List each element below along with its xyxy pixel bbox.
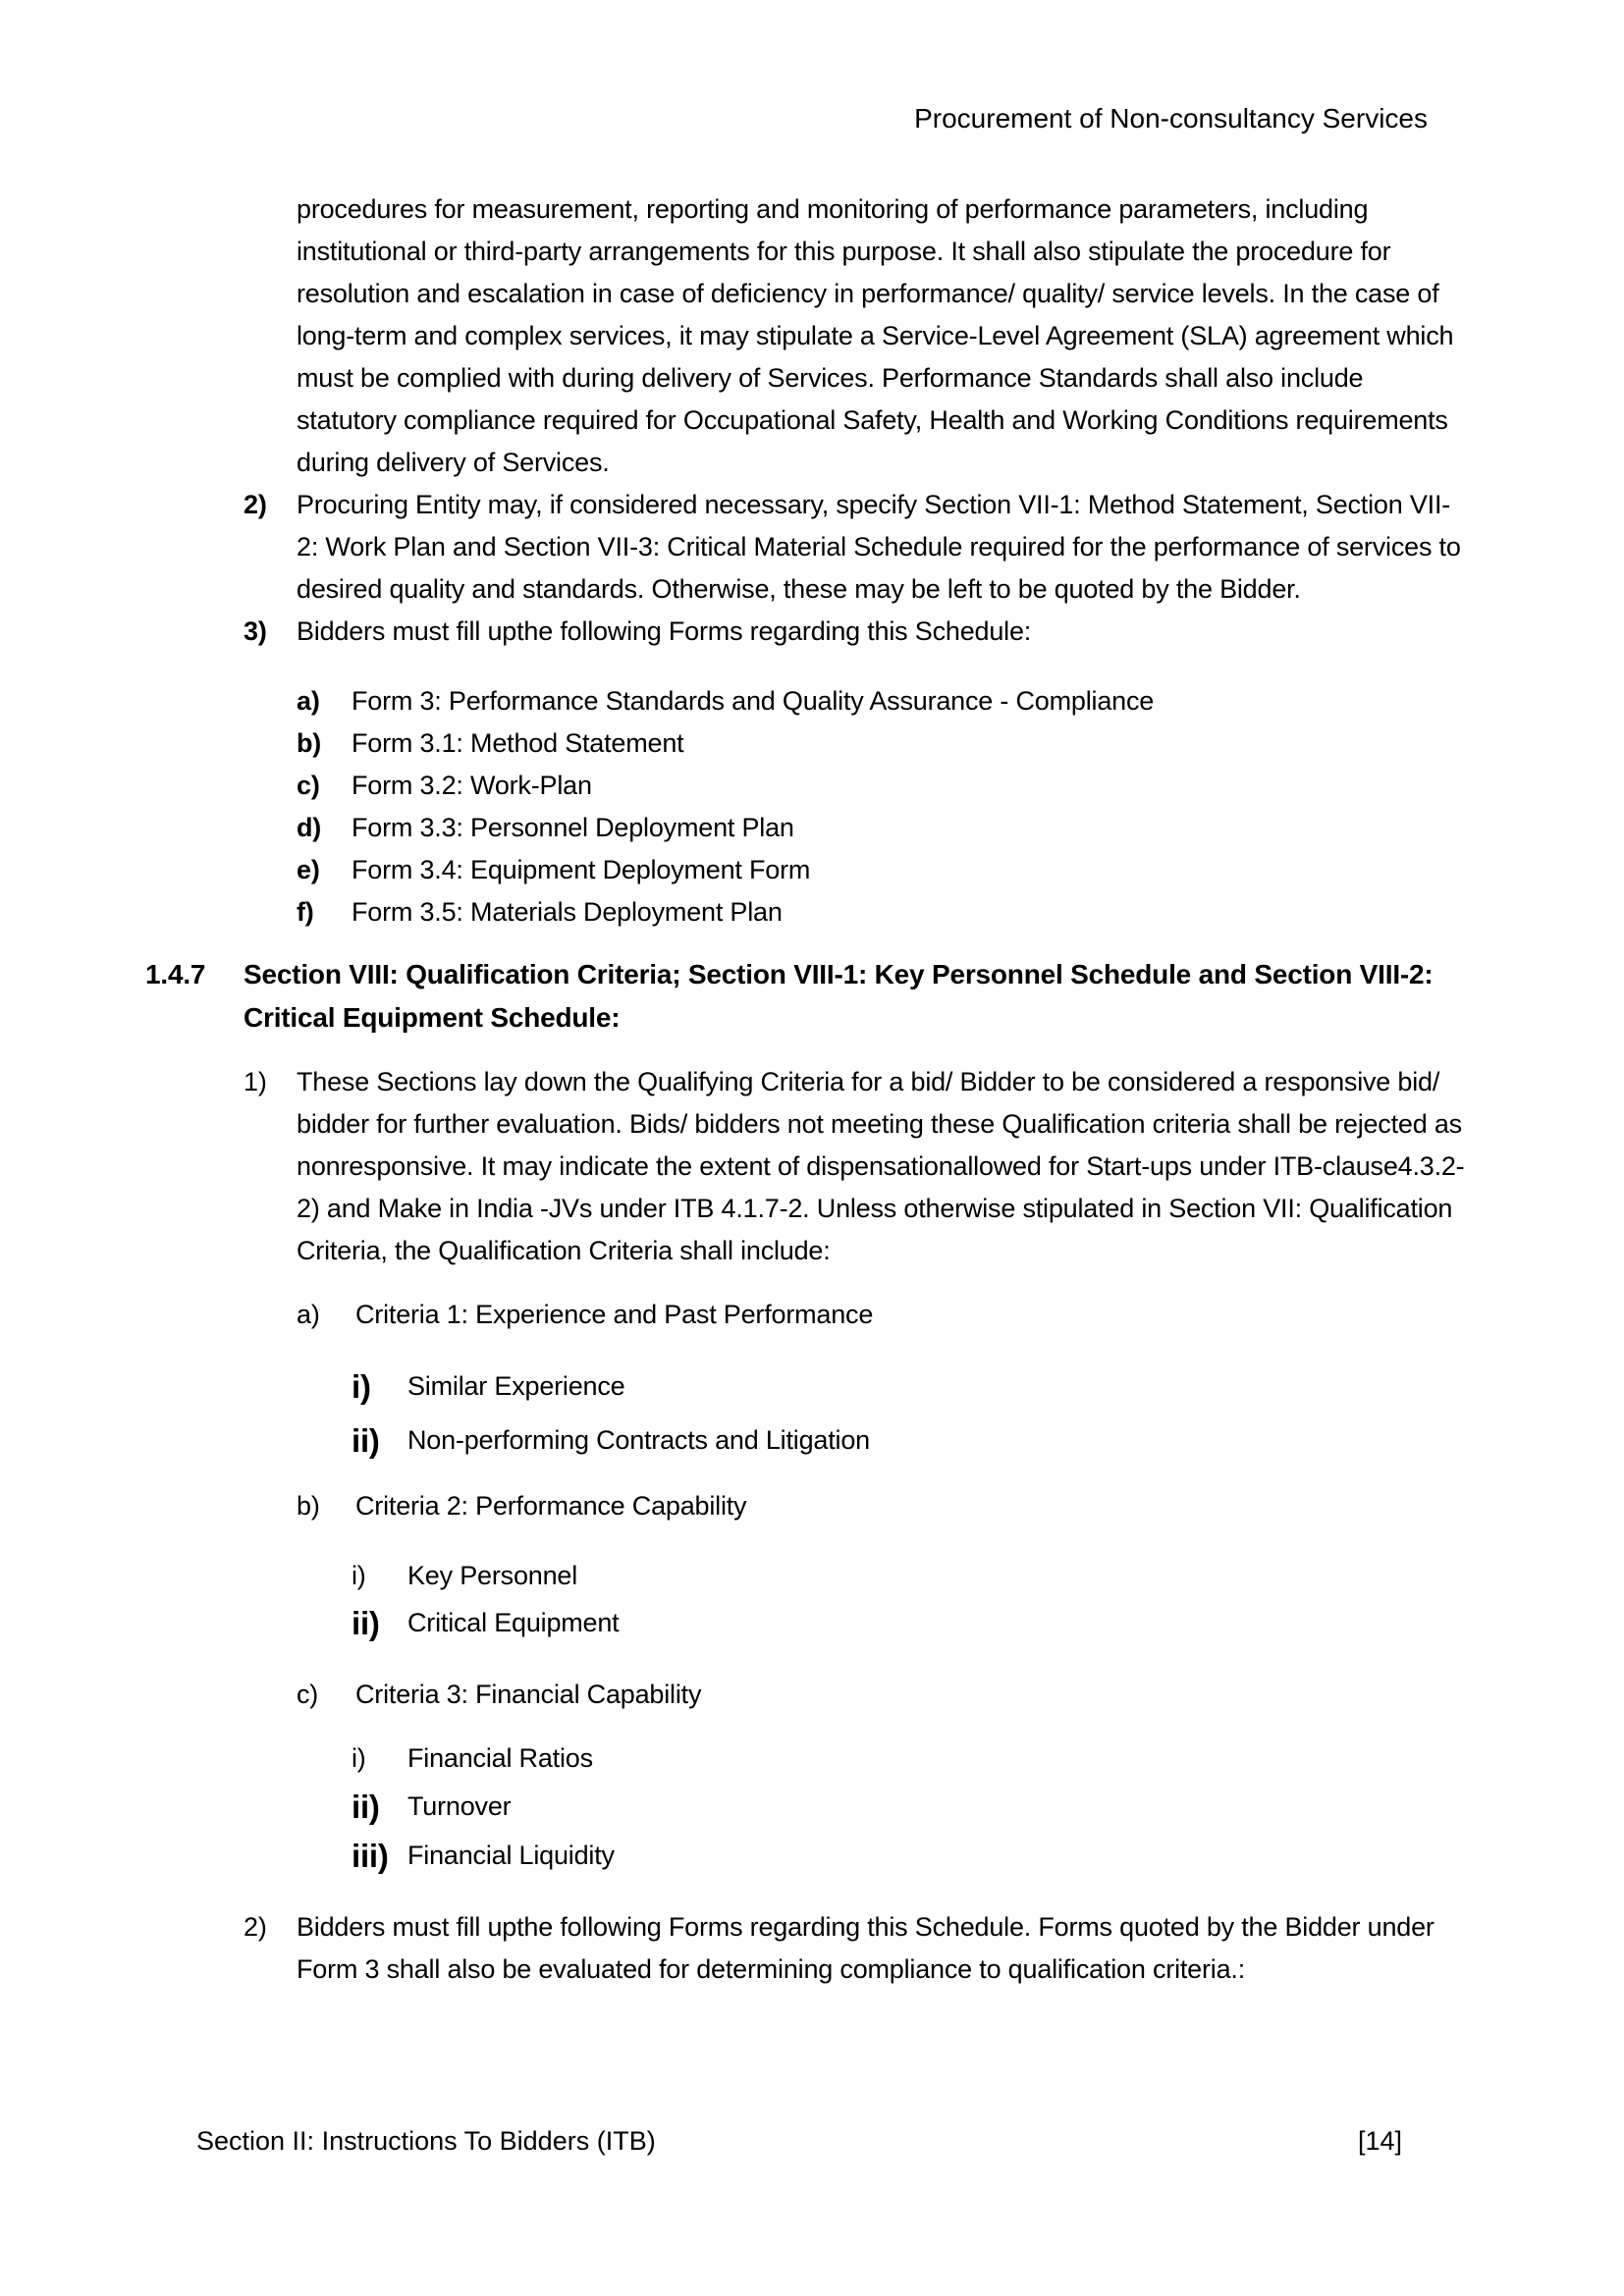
criteria-b-marker: b)	[297, 1491, 320, 1521]
subitem-turnover	[0, 1786, 1624, 1828]
criteria-item-a	[0, 1294, 1624, 1336]
subitem-financial-ratios	[0, 1737, 1624, 1780]
list-item-3-text: Bidders must fill upthe following Forms regarding this Schedule:	[297, 616, 1032, 646]
form-item-marker: c)	[297, 771, 320, 800]
page-header-title: Procurement of Non-consultancy Services	[914, 103, 1428, 133]
list-item-2	[0, 484, 1624, 611]
form-item-marker: b)	[297, 728, 322, 758]
form-list-item	[0, 765, 1624, 807]
subitem-text: Critical Equipment	[407, 1608, 620, 1637]
section-heading-text: Section VIII: Qualification Criteria; Section VIII-1: Key Personnel Schedule and Section VIII-2: Critical Equipment Schedule:	[244, 959, 1434, 1033]
subitem-text: Turnover	[407, 1791, 512, 1821]
subitem-marker: i)	[352, 1368, 371, 1405]
list-item-2-text: Procuring Entity may, if considered necessary, specify Section VII-1: Method Statement, Section VII-2: Work Plan and Section VII-3: Critical Material Schedule required for the performance of services to desired quality and standards. Otherwise, these may be left to be quoted by the Bidder.	[297, 490, 1461, 604]
form-item-marker: d)	[297, 813, 322, 842]
criteria-c-marker: c)	[297, 1680, 319, 1709]
list-item-3	[0, 611, 1624, 653]
form-list-item	[0, 722, 1624, 765]
subitem-text: Similar Experience	[407, 1371, 625, 1401]
form-list-item	[0, 680, 1624, 722]
section-number: 1.4.7	[145, 959, 206, 989]
subitem-marker: iii)	[352, 1838, 389, 1874]
criteria-item-c	[0, 1674, 1624, 1716]
criteria-item-b	[0, 1485, 1624, 1527]
list-item-3-marker: 3)	[244, 616, 267, 646]
subitem-financial-liquidity	[0, 1835, 1624, 1877]
criteria-a-text: Criteria 1: Experience and Past Performance	[355, 1300, 874, 1329]
footer-section-label: Section II: Instructions To Bidders (ITB)	[196, 2126, 656, 2156]
subitem-marker: i)	[352, 1743, 366, 1773]
form-item-text: Form 3.3: Personnel Deployment Plan	[352, 813, 794, 842]
form-item-marker: f)	[297, 897, 314, 927]
intro-paragraph: procedures for measurement, reporting and monitoring of performance parameters, including institutional or third-party arrangements for this purpose. It shall also stipulate the procedure for resolution and escalation in case of deficiency in performance/ quality/ service levels. In the case of long-term and complex services, it may stipulate a Service-Level Agreement (SLA) agreement which must be complied with during delivery of Services. Performance Standards shall also include statutory compliance required for Occupational Safety, Health and Working Conditions requirements during delivery of Services.	[297, 194, 1454, 477]
list-item-2-marker: 2)	[244, 490, 267, 519]
section-item-2-marker: 2)	[244, 1912, 267, 1942]
criteria-a-marker: a)	[297, 1300, 320, 1329]
form-item-marker: e)	[297, 855, 320, 884]
criteria-c-text: Criteria 3: Financial Capability	[355, 1680, 702, 1709]
form-item-marker: a)	[297, 686, 320, 716]
subitem-text: Financial Liquidity	[407, 1841, 615, 1870]
form-item-text: Form 3: Performance Standards and Quality Assurance - Compliance	[352, 686, 1155, 716]
form-list-item	[0, 849, 1624, 891]
form-list-item	[0, 807, 1624, 849]
subitem-text: Non-performing Contracts and Litigation	[407, 1425, 870, 1455]
subitem-key-personnel	[0, 1555, 1624, 1597]
criteria-b-text: Criteria 2: Performance Capability	[355, 1491, 747, 1521]
form-item-text: Form 3.1: Method Statement	[352, 728, 684, 758]
form-item-text: Form 3.5: Materials Deployment Plan	[352, 897, 783, 927]
subitem-marker: ii)	[352, 1789, 380, 1825]
form-item-text: Form 3.4: Equipment Deployment Form	[352, 855, 811, 884]
section-item-1	[0, 1061, 1624, 1272]
subitem-marker: i)	[352, 1561, 366, 1590]
footer-page-number: [14]	[1357, 2126, 1402, 2156]
subitem-critical-equipment	[0, 1602, 1624, 1644]
section-heading-147	[0, 953, 1624, 1040]
subitem-text: Financial Ratios	[407, 1743, 593, 1773]
subitem-nonperforming-contracts	[0, 1419, 1624, 1462]
section-item-1-marker: 1)	[244, 1067, 267, 1096]
subitem-marker: ii)	[352, 1605, 380, 1641]
subitem-marker: ii)	[352, 1422, 380, 1459]
form-item-text: Form 3.2: Work-Plan	[352, 771, 592, 800]
section-item-2-text: Bidders must fill upthe following Forms regarding this Schedule. Forms quoted by the Bidder under Form 3 shall also be evaluated for determining compliance to qualification criteria.:	[297, 1912, 1435, 1984]
subitem-text: Key Personnel	[407, 1561, 578, 1590]
section-item-1-text: These Sections lay down the Qualifying Criteria for a bid/ Bidder to be considered a responsive bid/ bidder for further evaluation. Bids/ bidders not meeting these Qualification criteria shall be rejected as nonresponsive. It may indicate the extent of dispensationallowed for Start-ups under ITB-clause4.3.2-2) and Make in India -JVs under ITB 4.1.7-2. Unless otherwise stipulated in Section VII: Qualification Criteria, the Qualification Criteria shall include:	[297, 1067, 1465, 1265]
section-item-2	[0, 1906, 1624, 1991]
subitem-similar-experience	[0, 1365, 1624, 1408]
form-list-item	[0, 891, 1624, 934]
